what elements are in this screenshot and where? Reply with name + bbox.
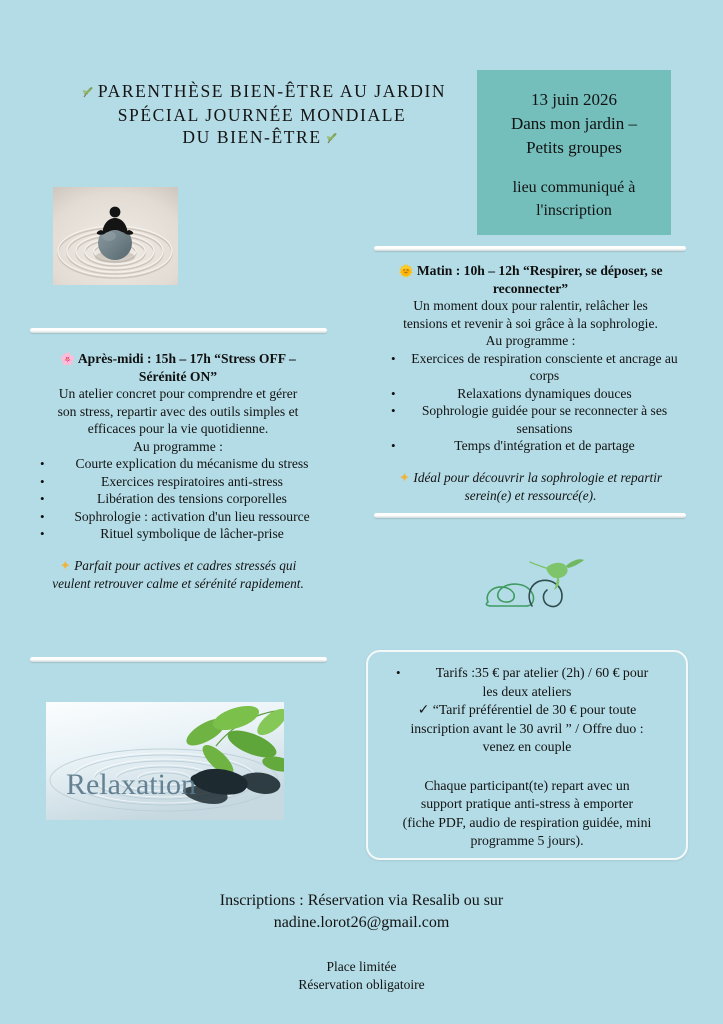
pricing-card	[366, 650, 688, 860]
afternoon-note-text-1: Parfait pour actives et cadres stressés qui	[74, 557, 297, 573]
relaxation-caption: Relaxation	[66, 768, 196, 801]
afternoon-heading	[22, 350, 334, 368]
place-limitee-line: Place limitée	[326, 959, 397, 974]
date-location-box	[477, 70, 671, 235]
morning-heading-line-2: reconnecter”	[492, 281, 569, 296]
afternoon-programme-label: Au programme :	[133, 438, 223, 454]
afternoon-session-block	[22, 350, 334, 593]
zen-garden-meditation-image	[53, 187, 178, 285]
promo-line-1	[382, 701, 672, 720]
morning-note-line-2: serein(e) et ressourcé(e).	[464, 488, 597, 503]
inscriptions-line-1: Inscriptions : Réservation via Resalib ou sur	[219, 892, 504, 909]
sun-emoji: 🌞	[398, 264, 414, 278]
afternoon-intro-line-2: son stress, repartir avec des outils simples et	[57, 403, 299, 419]
list-item: • Sophrologie guidée pour se reconnecter à ses sensations	[373, 402, 688, 437]
event-location-line-1: Dans mon jardin –	[510, 114, 638, 133]
reservation-footer	[0, 958, 723, 994]
venue-note-line-1: lieu communiqué à	[512, 179, 636, 196]
check-mark-icon: ✓	[417, 702, 430, 718]
morning-intro-line-2: tensions et revenir à soi grâce à la sophrologie.	[403, 315, 658, 331]
venue-note-line-2: l'inscription	[536, 202, 612, 219]
divider-left-top	[30, 328, 327, 333]
list-item: • Exercices respiratoires anti-stress	[22, 473, 334, 491]
list-item: • Exercices de respiration consciente et ancrage au corps	[373, 350, 688, 385]
event-date: 13 juin 2026	[531, 90, 617, 109]
herb-leaf-icon	[81, 82, 95, 104]
inscriptions-email[interactable]: nadine.lorot26@gmail.com	[273, 914, 450, 931]
afternoon-programme-list	[22, 455, 334, 543]
divider-left-bottom	[30, 657, 327, 662]
afternoon-heading-line-1: Après-midi : 15h – 17h “Stress OFF –	[77, 351, 296, 366]
title-line-2: SPÉCIAL JOURNÉE MONDIALE	[117, 105, 407, 125]
support-line-4: programme 5 jours).	[470, 833, 584, 848]
hummingbird-icon	[530, 559, 584, 590]
afternoon-note-line-1	[22, 557, 334, 576]
herb-leaf-icon	[325, 128, 339, 150]
title-line-1	[62, 80, 462, 104]
afternoon-note-line-2: veulent retrouver calme et sérénité rapidement.	[52, 576, 304, 591]
tarif-line-2: les deux ateliers	[482, 683, 572, 699]
morning-note-text-1: Idéal pour découvrir la sophrologie et repartir	[413, 469, 663, 485]
afternoon-intro-line-1: Un atelier concret pour comprendre et gérer	[58, 386, 298, 401]
afternoon-intro-line-3: efficaces pour la vie quotidienne.	[87, 421, 269, 436]
title-text-1: PARENTHÈSE BIEN-ÊTRE AU JARDIN	[97, 81, 447, 101]
cherry-blossom-emoji: 🌸	[60, 352, 76, 366]
promo-line-2: inscription avant le 30 avril ” / Offre duo :	[410, 720, 644, 736]
support-line-3: (fiche PDF, audio de respiration guidée, mini	[402, 814, 652, 830]
morning-heading-line-1: Matin : 10h – 12h “Respirer, se déposer, se	[416, 263, 663, 278]
list-item: • Relaxations dynamiques douces	[373, 385, 688, 403]
list-item: • Libération des tensions corporelles	[22, 490, 334, 508]
morning-heading	[373, 262, 688, 280]
support-line-2: support pratique anti-stress à emporter	[420, 796, 634, 811]
sparkle-icon: ✦	[59, 558, 71, 574]
morning-programme-list	[373, 350, 688, 455]
relaxation-banner-image	[46, 702, 284, 820]
list-item: • Courte explication du mécanisme du stress	[22, 455, 334, 473]
title-line-3	[62, 126, 462, 150]
inscriptions-footer	[0, 890, 723, 934]
sparkle-icon: ✦	[398, 470, 411, 486]
morning-note-line-1	[373, 469, 688, 488]
event-location-line-2: Petits groupes	[526, 138, 622, 157]
list-item: • Sophrologie : activation d'un lieu ressource	[22, 508, 334, 526]
morning-session-block	[373, 262, 688, 505]
support-line-1: Chaque participant(te) repart avec un	[424, 777, 630, 793]
page-title	[62, 80, 462, 150]
morning-programme-label: Au programme :	[485, 333, 576, 348]
bird-line-art-doodle	[480, 548, 590, 618]
morning-intro-line-1: Un moment doux pour ralentir, relâcher les	[413, 298, 648, 313]
list-item: • Rituel symbolique de lâcher-prise	[22, 525, 334, 543]
afternoon-heading-line-2: Sérénité ON”	[138, 369, 218, 384]
divider-right-bottom	[374, 513, 686, 518]
list-item: • Temps d'intégration et de partage	[373, 437, 688, 455]
tarif-line-1: • Tarifs :35 € par atelier (2h) / 60 € pour	[382, 664, 672, 683]
promo-line-3: venez en couple	[482, 739, 572, 754]
promo-text-1: “Tarif préférentiel de 30 € pour toute	[432, 702, 637, 717]
reservation-obligatoire-line: Réservation obligatoire	[298, 977, 425, 992]
divider-right-top	[374, 246, 686, 251]
title-text-3: DU BIEN-ÊTRE	[182, 127, 322, 147]
